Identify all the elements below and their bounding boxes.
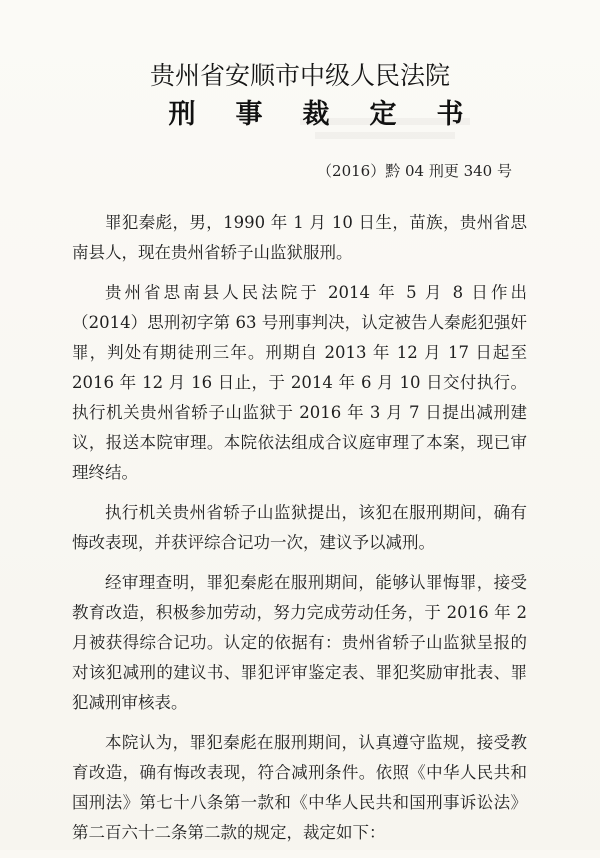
paragraph-original-judgment: 贵州省思南县人民法院于 2014 年 5 月 8 日作出（2014）思刑初字第 63 号刑事判决，认定被告人秦彪犯强奸罪，判处有期徒刑三年。刑期自 2013 年 12 月 17 日起至 2016 年 12 月 16 日止，于 2014 年 6 月 10 日交付执行。执行机关贵州省轿子山监狱于 2016 年 3 月 7 日提出减刑建议，报送本院审理。本院依法组成合议庭审理了本案，现已审理终结。 [72, 283, 527, 482]
paragraph-findings: 经审理查明，罪犯秦彪在服刑期间，能够认罪悔罪，接受教育改造，积极参加劳动，努力完成劳动任务，于 2016 年 2 月被获得综合记功。认定的依据有：贵州省轿子山监狱呈报的对该犯减刑的建议书、罪犯评审鉴定表、罪犯奖励审批表、罪犯减刑审核表。 [72, 573, 527, 712]
document-type-title: 刑事裁定书 [168, 99, 504, 130]
paragraph-criminal-info: 罪犯秦彪，男，1990 年 1 月 10 日生，苗族，贵州省思南县人，现在贵州省轿子山监狱服刑。 [72, 213, 527, 262]
paragraph-prison-proposal: 执行机关贵州省轿子山监狱提出，该犯在服刑期间，确有悔改表现，并获评综合记功一次，建议予以减刑。 [72, 503, 527, 552]
ruling-body [72, 208, 527, 858]
scan-ghost-line [315, 132, 455, 139]
court-name: 贵州省安顺市中级人民法院 [149, 61, 450, 90]
paragraph-court-opinion: 本院认为，罪犯秦彪在服刑期间，认真遵守监规，接受教育改造，确有悔改表现，符合减刑条件。依照《中华人民共和国刑法》第七十八条第一款和《中华人民共和国刑事诉讼法》第二百六十二条第二款的规定，裁定如下： [72, 733, 527, 842]
case-number: （2016）黔 04 刑更 340 号 [317, 162, 512, 180]
